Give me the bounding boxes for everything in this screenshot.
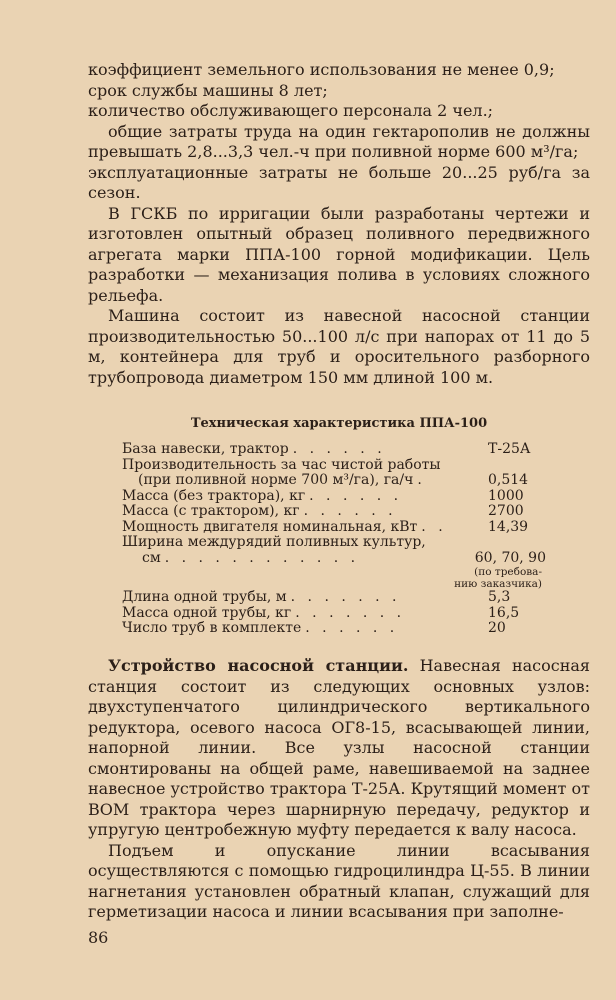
spec-dots: . .: [421, 519, 447, 535]
spec-label: База навески, трактор: [122, 441, 289, 457]
spec-value: 0,514: [488, 472, 529, 488]
top-text-block: [88, 60, 590, 388]
spec-label: Производительность за час чистой работы: [122, 456, 441, 473]
spec-label: Масса (без трактора), кг: [122, 487, 306, 504]
spec-note-line: нию заказчика): [454, 578, 542, 590]
spec-dots: . . . . . . . . . . . .: [164, 550, 360, 566]
spec-value: 60, 70, 90: [474, 549, 546, 566]
spec-label: (при поливной норме 700 м³/га), га/ч: [138, 472, 414, 488]
spec-label: см: [142, 549, 161, 566]
paragraph: количество обслуживающего персонала 2 чел.;: [88, 101, 494, 120]
section-heading: Устройство насосной станции.: [108, 656, 409, 675]
spec-dots: . . . . . .: [305, 621, 399, 636]
page-number: 86: [88, 928, 109, 947]
paragraph: В ГСКБ по ирригации были разработаны чертежи и изготовлен опытный образец поливного передвижного агрегата марки ППА-100 горной модификации. Цель разработки — механизация полива в условиях сложного рельефа.: [88, 203, 590, 305]
spec-table: [122, 442, 546, 637]
spec-row: [122, 535, 546, 551]
spec-value: 14,39: [488, 518, 529, 535]
spec-dots: . . . . . .: [303, 504, 397, 519]
spec-dots: . . . . . .: [309, 488, 403, 504]
spec-label: Масса (с трактором), кг: [122, 503, 300, 519]
spec-value: Т-25А: [488, 441, 531, 457]
spec-label: Число труб в комплекте: [122, 620, 302, 636]
spec-row: [122, 489, 546, 505]
spec-dots: .: [417, 473, 426, 488]
spec-row: [122, 442, 546, 458]
spec-row: [122, 621, 546, 637]
paragraph: срок службы машины 8 лет;: [88, 80, 328, 100]
paragraph: коэффициент земельного использования не менее 0,9;: [88, 60, 555, 79]
spec-value: 20: [488, 620, 506, 636]
paragraph: эксплуатационные затраты не больше 20...25 руб/га за сезон.: [88, 162, 590, 202]
spec-row: [122, 473, 546, 489]
paragraph: общие затраты труда на один гектарополив не должны превышать 2,8...3,3 чел.-ч при поливной норме 600 м³/га;: [88, 121, 590, 161]
paragraph: Подъем и опускание линии всасывания осуществляются с помощью гидроцилиндра Ц-55. В линии нагнетания установлен обратный клапан, служащий для герметизации насоса и линии всасывания при заполне-: [88, 840, 590, 921]
spec-label: Длина одной трубы, м: [122, 589, 287, 605]
spec-dots: . . . . . . .: [295, 605, 406, 621]
spec-row: [122, 551, 546, 567]
spec-value: 5,3: [488, 589, 511, 605]
spec-value: 1000: [488, 487, 524, 504]
spec-row: [122, 458, 546, 474]
spec-value: 2700: [488, 503, 524, 519]
spec-row: [122, 606, 546, 622]
paragraph-text: Навесная насосная станция состоит из следующих основных узлов: двухступенчатого цилиндрического вертикального редуктора, осевого насоса ОГ8-15, всасывающей линии, напорной линии. Все узлы насосной станции смонтированы на общей раме, навешиваемой на заднее навесное устройство трактора Т-25А. Крутящий момент от ВОМ трактора через шарнирную передачу, редуктор и упругую центробежную муфту передается к валу насоса.: [88, 656, 590, 839]
spec-label: Масса одной трубы, кг: [122, 604, 292, 621]
paragraph: [88, 656, 590, 841]
spec-label: Ширина междурядий поливных культур,: [122, 534, 426, 550]
spec-dots: . . . . . . .: [290, 590, 401, 605]
spec-note: [122, 566, 546, 590]
spec-note-line: (по требова-: [474, 566, 542, 578]
paragraph: Машина состоит из навесной насосной станции производительностью 50...100 л/с при напорах от 11 до 5 м, контейнера для труб и оросительного разборного трубопровода диаметром 150 мм длиной 100 м.: [88, 306, 590, 387]
spec-dots: . . . . . .: [292, 442, 386, 457]
spec-label: Мощность двигателя номинальная, кВт: [122, 518, 418, 535]
spec-table-title: Техническая характеристика ППА-100: [190, 416, 488, 431]
spec-value: 16,5: [488, 604, 520, 621]
spec-row: [122, 590, 546, 606]
bottom-text-block: [88, 656, 590, 923]
spec-row: [122, 504, 546, 520]
spec-row: [122, 520, 546, 536]
